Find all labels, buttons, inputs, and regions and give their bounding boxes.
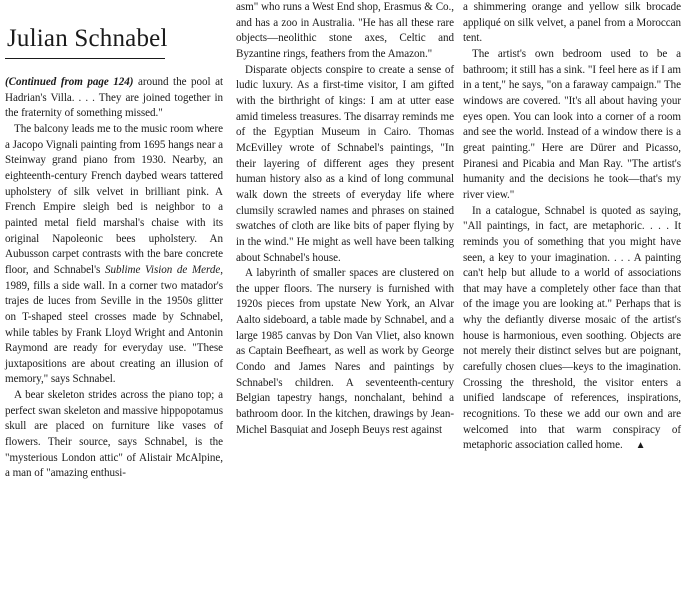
title-block bbox=[5, 0, 223, 60]
end-mark-icon: ▲ bbox=[635, 440, 646, 452]
paragraph: The artist's own bedroom used to be a bathroom; it still has a sink. "I feel here as if I am in a tent," he says, "on a faraway campaign." The windows are covered. "It's all about having your eyes open. You can look into a corner of a room and see the world. Instead of a window there is a great painting." Here are Dürer and Picasso, Piranesi and Picabia and Man Ray. "The artist's humanity and the decisions he took—that's my river view." bbox=[463, 47, 681, 201]
paragraph: A bear skeleton strides across the piano top; a perfect swan skeleton and massive hippopotamus skull are placed on furniture like vases of flowers. Their source, says Schnabel, is the "mysterious London attic" of Alistair McAlpine, a man of "amazing enthusi- bbox=[5, 389, 223, 480]
title-rule bbox=[5, 58, 165, 59]
paragraph: Disparate objects conspire to create a sense of ludic luxury. As a first-time visitor, I am gifted with the birthright of kings: I am at utter ease amid timeless treasures. The disarray reminds me of the Egyptian Museum in Cairo. Thomas McEvilley wrote of Schnabel's paintings, "In their layering of different ages they present human history also as a kind of long communal walk down the streets of everyday life where clumsily scrawled names and phrases on stained swatches of cloth are like bits of paper flying by in the wind." He might as well have been talking about Schnabel's house. bbox=[236, 63, 454, 264]
continued-from-label: (Continued from page 124) bbox=[5, 76, 134, 88]
column-1 bbox=[5, 0, 223, 482]
paragraph: A labyrinth of smaller spaces are clustered on the upper floors. The nursery is furnished with 1920s pieces from upstate New York, an Alvar Aalto sideboard, a table made by Schnabel, and a large 1985 canvas by Don Van Vliet, also known as Captain Beefheart, as well as work by George Condo and James Nares and paintings by Schnabel's children. A seventeenth-century Belgian tapestry hangs, nonchalant, behind a bathroom door. In the kitchen, drawings by Jean-Michel Basquiat and Joseph Beuys rest against bbox=[236, 267, 454, 436]
paragraph bbox=[5, 122, 223, 388]
paragraph-text: In a catalogue, Schnabel is quoted as saying, "All paintings, in fact, are metaphoric. . . . It reminds you of something that you might have seen, a key to your imagination. . . . A painting can't help but allude to a world of associations that may have a completely other face than that of the image you are looking at." Perhaps that is why the defiantly diverse mosaic of the artist's house is harmonious, even soothing. Objects are not merely their distinct selves but are poignant, carefully chosen clues—keys to the imagination. Crossing the threshold, the visitor enters a unified landscape of references, inspirations, recognitions. To these we add our own and are welcomed into that warm conspiracy of metaphoric association called home. bbox=[463, 204, 681, 452]
paragraph-text: The balcony leads me to the music room where a Jacopo Vignali painting from 1695 hangs near a Steinway grand piano from 1930. Nearby, an eighteenth-century French daybed wears tattered upholstery of silk velvet in brilliant pink. A French Empire sleigh bed is neighbor to a painted metal field marshal's chaise with its original Napoleonic bees upholstery. An Aubusson carpet contrasts with the bare concrete floor, and Schnabel's bbox=[5, 122, 223, 276]
paragraph-text: around the pool at Hadrian's Villa. . . . They are joined together in the fraternity of something missed." bbox=[5, 76, 223, 120]
paragraph bbox=[5, 75, 223, 122]
column-3 bbox=[463, 0, 681, 454]
paragraph bbox=[463, 204, 681, 455]
paragraph: a shimmering orange and yellow silk brocade appliqué on silk velvet, a panel from a Moroccan tent. bbox=[463, 1, 681, 45]
column-2 bbox=[236, 0, 454, 438]
paragraph: asm" who runs a West End shop, Erasmus & Co., and has a zoo in Australia. "He has all these rare objects—neolithic stone axes, Celtic and Byzantine rings, feathers from the Amazon." bbox=[236, 1, 454, 60]
paragraph-text: , 1989, fills a side wall. In a corner two matador's trajes de luces from Seville in the 1950s glitter on T-shaped steel crosses made by Schnabel, while tables by Frank Lloyd Wright and Antonin Raymond are ready for everyday use. "These juxtapositions are about creating an illusion of memory," says Schnabel. bbox=[5, 263, 223, 386]
article-title: Julian Schnabel bbox=[7, 25, 168, 52]
artwork-title: Sublime Vision de Merde bbox=[104, 263, 221, 276]
